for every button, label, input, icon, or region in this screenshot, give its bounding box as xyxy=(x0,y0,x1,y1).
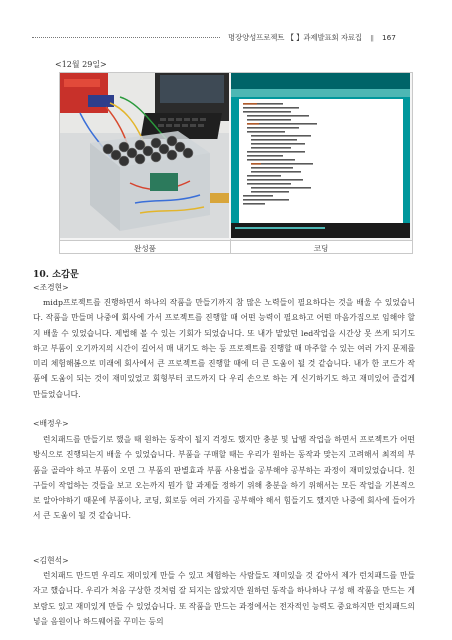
header-dotted-rule xyxy=(32,37,220,38)
caption-coding: 코딩 xyxy=(313,244,329,253)
section-title: 10. 소감문 xyxy=(33,269,79,280)
author-name: <조경현> xyxy=(33,283,69,292)
header-separator: ǁ xyxy=(370,33,374,42)
reflection-paragraph: 런치패드 만드면 우리도 재미있게 만들 수 있고 체험하는 사람들도 재미있을 것 같아서 제가 런치패드를 만들자고 했습니다. 우리가 처음 구상한 것처럼 잘 되지는 않았지만 원하던 동작을 하나하나 구성 해 작품을 만드는 게 보람도 있고 재미있게 만들 수 있었습니다. 또 작품을 만드는 과정에서는 전자적인 능력도 중요하지만 런치패드의 넣을 음원이나 하드웨어를 꾸미는 등의 xyxy=(33,571,415,626)
finished-product-photo xyxy=(60,73,229,238)
header-title: 명장양성프로젝트 【 】과제발표회 자료집 xyxy=(228,33,362,42)
figure-date-label: <12월 29일> xyxy=(55,60,107,69)
reflection-paragraph: 런치패드를 만들기로 했을 때 원하는 동작이 될지 걱정도 했지만 충분 및 납땜 작업을 하면서 프로젝트가 어떤 방식으로 진행되는지 배울 수 있었습니다. 부품을 구매할 때는 우리가 원하는 동작과 맞는지 고려해서 최적의 부품을 골라야 하고 부품이 오면 그 부품의 판별효과 부품 사용법을 공부해야 공부하는 과정이 재미있었습니다. 친구들이 작업하는 것들을 보고 오는까지 뭔가 할 과제들 정하기 위해 충분을 하기 위해서는 모든 작업을 기본적으로 알아야하기 때문에 부품이나, 코딩, 회로등 여러 가지를 공부해야 해서 힘들기도 했지만 나중에 회사에 들어가서 큰 도움이 될 것 같습니다. xyxy=(33,435,415,521)
author-name: <김현석> xyxy=(33,556,69,565)
author-name: <배정우> xyxy=(33,419,69,428)
reflection-paragraph: midp프로젝트를 진행하면서 하나의 작품을 만들기까지 참 많은 노력들이 필요하다는 것을 배울 수 있었습니다. 작품을 만들며 나중에 회사에 가서 프로젝트를 진행할 때 어떤 능력이 필요하고 어떤 마음가짐으로 임해야 할지 배울 수 있었습니다. 제법해 볼 수 있는 기회가 되었습니다. 또 내가 맡았던 led작업을 시간상 못 쓰게 되기도 하고 부품이 오기까지의 시간이 길어서 매 내기도 하는 등 프로젝트를 진행할 때 마주할 수 있는 여러 가지 문제를 미리 체험해봄으로 미래에 회사에서 큰 프로젝트를 진행할 때에 더 큰 도움이 될 것 같습니다. 내가 한 코드가 작품에 도움이 되는 것이 재미있었고 회형부터 코드까지 다 우리 손으로 하는 게 신기하기도 하고 재미있어 즐겁게 만들었습니다. xyxy=(33,298,415,399)
page-number: 167 xyxy=(382,33,396,42)
coding-screen-photo xyxy=(231,73,410,238)
running-header xyxy=(228,32,396,43)
caption-finished-product: 완성품 xyxy=(133,244,156,253)
